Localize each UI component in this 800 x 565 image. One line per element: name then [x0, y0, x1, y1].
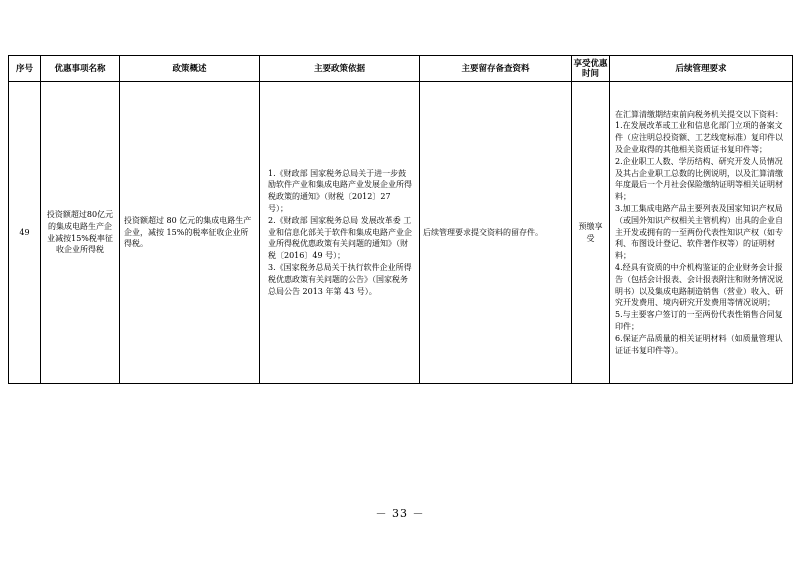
header-follow-up-requirements: 后续管理要求 — [610, 56, 793, 82]
cell-policy-summary — [120, 82, 260, 384]
list-item: 1.在发展改革或工业和信息化部门立项的备案文件（应注明总投资额、工艺线宽标准）复印件以及企业取得的其他相关资质证书复印件等； — [615, 121, 783, 155]
list-item: 6.保证产品质量的相关证明材料（如质量管理认证证书复印件等）。 — [615, 333, 783, 355]
list-item: 在汇算清缴期结束前向税务机关提交以下资料： — [615, 109, 783, 119]
list-item: 3.《国家税务总局关于执行软件企业所得税优惠政策有关问题的公告》（国家税务总局公告 2013 年第 43 号）。 — [268, 262, 412, 296]
cell-enjoy-time — [572, 82, 610, 384]
list-item: 2.《财政部 国家税务总局 发展改革委 工业和信息化部关于软件和集成电路产业企业所得税优惠政策有关问题的通知》（财税〔2016〕49 号）； — [268, 215, 412, 261]
row-index: 49 — [19, 227, 30, 237]
header-item-name: 优惠事项名称 — [41, 56, 120, 82]
header-policy-basis: 主要政策依据 — [260, 56, 420, 82]
header-enjoy-time: 享受优惠时间 — [572, 56, 610, 82]
list-item: 2.企业职工人数、学历结构、研究开发人员情况及其占企业职工总数的比例说明，以及汇算清缴年度最后一个月社会保险缴纳证明等相关证明材料； — [615, 156, 783, 202]
row-policy-summary: 投资额超过 80 亿元的集成电路生产企业，减按 15%的税率征收企业所得税。 — [124, 215, 252, 249]
list-item: 3.加工集成电路产品主要列表及国家知识产权局（或国外知识产权相关主管机构）出具的企业自主开发或拥有的一至两份代表性知识产权（如专利、布图设计登记、软件著作权等）的证明材料； — [615, 204, 783, 261]
header-row — [9, 56, 793, 82]
cell-follow-up-requirements — [610, 82, 793, 384]
cell-policy-basis — [260, 82, 420, 384]
row-retained-materials: 后续管理要求提交资料的留存件。 — [423, 227, 543, 237]
list-item: 5.与主要客户签订的一至两份代表性销售合同复印件； — [615, 310, 783, 331]
policy-table — [8, 55, 793, 384]
table-row — [9, 82, 793, 384]
list-item: 4.经具有资质的中介机构鉴证的企业财务会计报告（包括会计报表、会计报表附注和财务情况说明书）以及集成电路制造销售（营业）收入、研究开发费用、境内研究开发费用等情况说明； — [615, 262, 783, 308]
cell-index — [9, 82, 41, 384]
requirements-list — [615, 109, 788, 357]
row-item-name: 投资额超过80亿元的集成电路生产企业减按15%税率征收企业所得税 — [46, 209, 114, 255]
cell-item-name — [41, 82, 120, 384]
header-retained-materials: 主要留存备查资料 — [420, 56, 572, 82]
header-index: 序号 — [9, 56, 41, 82]
policy-basis-list — [268, 168, 413, 298]
list-item: 1.《财政部 国家税务总局关于进一步鼓励软件产业和集成电路产业发展企业所得税政策的通知》（财税〔2012〕27 号）； — [268, 168, 412, 213]
page-number: － 33 － — [375, 507, 425, 520]
cell-retained-materials — [420, 82, 572, 384]
row-enjoy-time: 预缴享受 — [578, 221, 603, 243]
header-policy-summary: 政策概述 — [120, 56, 260, 82]
